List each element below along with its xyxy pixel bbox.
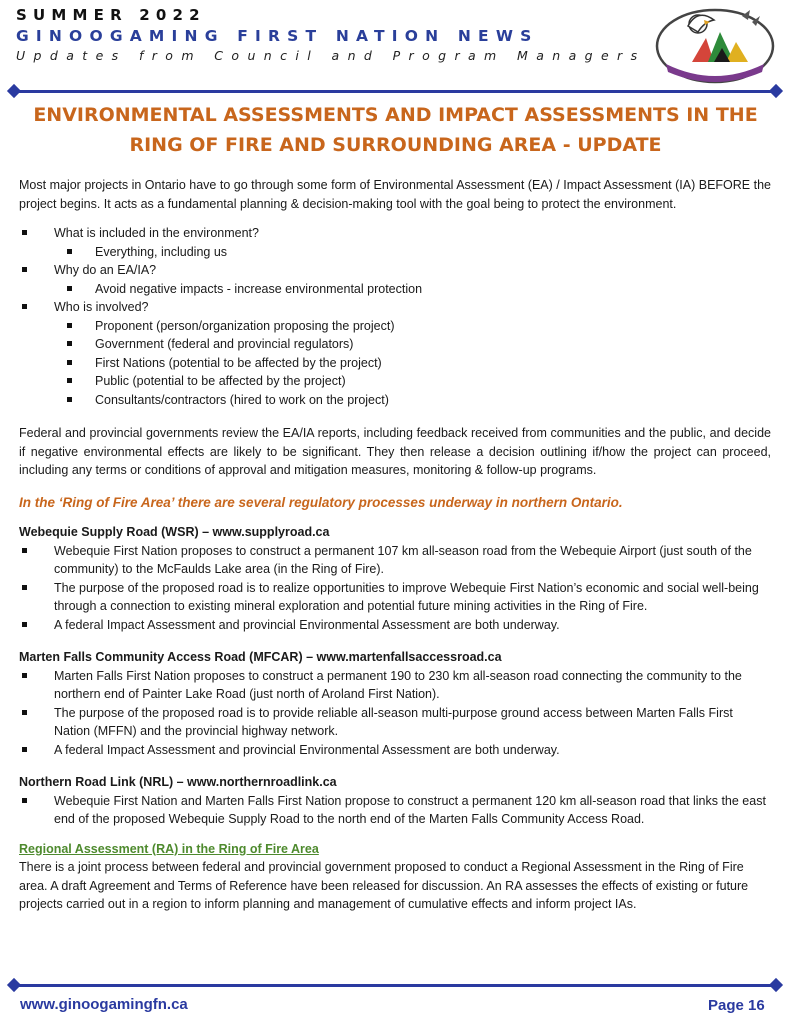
article-title: [0, 100, 791, 160]
community-logo: [652, 2, 778, 86]
list-item: Everything, including us: [19, 243, 771, 262]
ea-questions-list: [19, 224, 771, 409]
bullet-icon: [22, 673, 27, 678]
list-item: A federal Impact Assessment and provincial Environmental Assessment are both underway.: [19, 741, 771, 760]
newsletter-title: GINOOGAMING FIRST NATION NEWS: [16, 27, 539, 45]
review-paragraph: Federal and provincial governments review the EA/IA reports, including feedback received from communities and the public, and decide if negative environmental effects are likely to be significant. They then release a decision outlining if/how the project can proceed, including any terms or conditions of approval and mitigation measures, monitoring & follow-up programs.: [19, 426, 771, 477]
list-item: What is included in the environment?: [19, 224, 771, 243]
bullet-icon: [67, 360, 72, 365]
mfcar-bullets: [19, 667, 771, 760]
masthead: [16, 6, 646, 64]
list-item: Webequie First Nation and Marten Falls First Nation propose to construct a permanent 120 km all-season road that links the east end of the proposed Webequie Supply Road to the north end of the Marten Falls Community Access Road.: [19, 792, 771, 829]
regional-assessment-paragraph: There is a joint process between federal and provincial government proposed to conduct a Regional Assessment in the Ring of Fire area. A draft Agreement and Terms of Reference have been released for discussion. An RA assesses the effects of existing or future projects carried out in a region to inform planning and management of cumulative effects and inform project IAs.: [19, 860, 749, 911]
list-item: Proponent (person/organization proposing the project): [19, 317, 771, 336]
ring-of-fire-heading: In the ‘Ring of Fire Area’ there are several regulatory processes underway in northern Ontario.: [19, 494, 623, 510]
top-rule-left-diamond: [7, 84, 21, 98]
list-item: Public (potential to be affected by the project): [19, 372, 771, 391]
bullet-icon: [67, 341, 72, 346]
wsr-bullets: [19, 542, 771, 635]
bottom-rule: [14, 984, 776, 987]
list-item: Government (federal and provincial regulators): [19, 335, 771, 354]
bullet-icon: [22, 267, 27, 272]
article-title-line1: ENVIRONMENTAL ASSESSMENTS AND IMPACT ASSESSMENTS IN THE: [33, 104, 758, 126]
list-item: The purpose of the proposed road is to realize opportunities to improve Webequie First Nation’s economic and social well-being through a connection to existing mineral exploration and potential future mining activities in the Ring of Fire.: [19, 579, 771, 616]
bullet-icon: [67, 249, 72, 254]
bullet-icon: [67, 397, 72, 402]
bullet-icon: [22, 798, 27, 803]
list-item: The purpose of the proposed road is to provide reliable all-season multi-purpose ground access between Marten Falls First Nation (MFFN) and the provincial highway network.: [19, 704, 771, 741]
article-body: [19, 176, 771, 914]
bullet-icon: [22, 622, 27, 627]
top-rule-right-diamond: [769, 84, 783, 98]
bullet-icon: [67, 378, 72, 383]
list-item: Who is involved?: [19, 298, 771, 317]
list-item: Avoid negative impacts - increase environmental protection: [19, 280, 771, 299]
newsletter-subtitle: Updates from Council and Program Managers: [16, 48, 646, 63]
intro-paragraph: Most major projects in Ontario have to go through some form of Environmental Assessment (EA) / Impact Assessment (IA) BEFORE the project begins. It acts as a fundamental planning & decision-making tool with the goal being to protect the environment.: [19, 178, 771, 211]
issue-season: SUMMER 2022: [16, 6, 206, 24]
bottom-rule-left-diamond: [7, 978, 21, 992]
page-number: Page 16: [708, 997, 765, 1014]
project-heading-wsr: Webequie Supply Road (WSR) – www.supplyroad.ca: [19, 525, 330, 539]
bullet-icon: [22, 585, 27, 590]
list-item: Marten Falls First Nation proposes to construct a permanent 190 to 230 km all-season road connecting the community to the northern end of Painter Lake Road (just north of Aroland First Nation).: [19, 667, 771, 704]
bullet-icon: [22, 230, 27, 235]
bullet-icon: [67, 286, 72, 291]
bullet-icon: [22, 747, 27, 752]
bullet-icon: [22, 548, 27, 553]
website-link[interactable]: www.ginoogamingfn.ca: [20, 996, 188, 1013]
nrl-bullets: [19, 792, 771, 829]
bottom-rule-right-diamond: [769, 978, 783, 992]
regional-assessment-heading[interactable]: Regional Assessment (RA) in the Ring of Fire Area: [19, 841, 319, 856]
project-heading-nrl: Northern Road Link (NRL) – www.northernroadlink.ca: [19, 775, 337, 789]
list-item: Webequie First Nation proposes to construct a permanent 107 km all-season road from the Webequie Airport (just south of the community) to the McFaulds Lake area (in the Ring of Fire).: [19, 542, 771, 579]
list-item: First Nations (potential to be affected by the project): [19, 354, 771, 373]
list-item: Why do an EA/IA?: [19, 261, 771, 280]
list-item: A federal Impact Assessment and provincial Environmental Assessment are both underway.: [19, 616, 771, 635]
list-item: Consultants/contractors (hired to work on the project): [19, 391, 771, 410]
article-title-line2: RING OF FIRE AND SURROUNDING AREA - UPDATE: [129, 134, 662, 156]
bullet-icon: [22, 710, 27, 715]
top-rule: [14, 90, 776, 93]
bullet-icon: [67, 323, 72, 328]
bullet-icon: [22, 304, 27, 309]
project-heading-mfcar: Marten Falls Community Access Road (MFCAR) – www.martenfallsaccessroad.ca: [19, 650, 502, 664]
